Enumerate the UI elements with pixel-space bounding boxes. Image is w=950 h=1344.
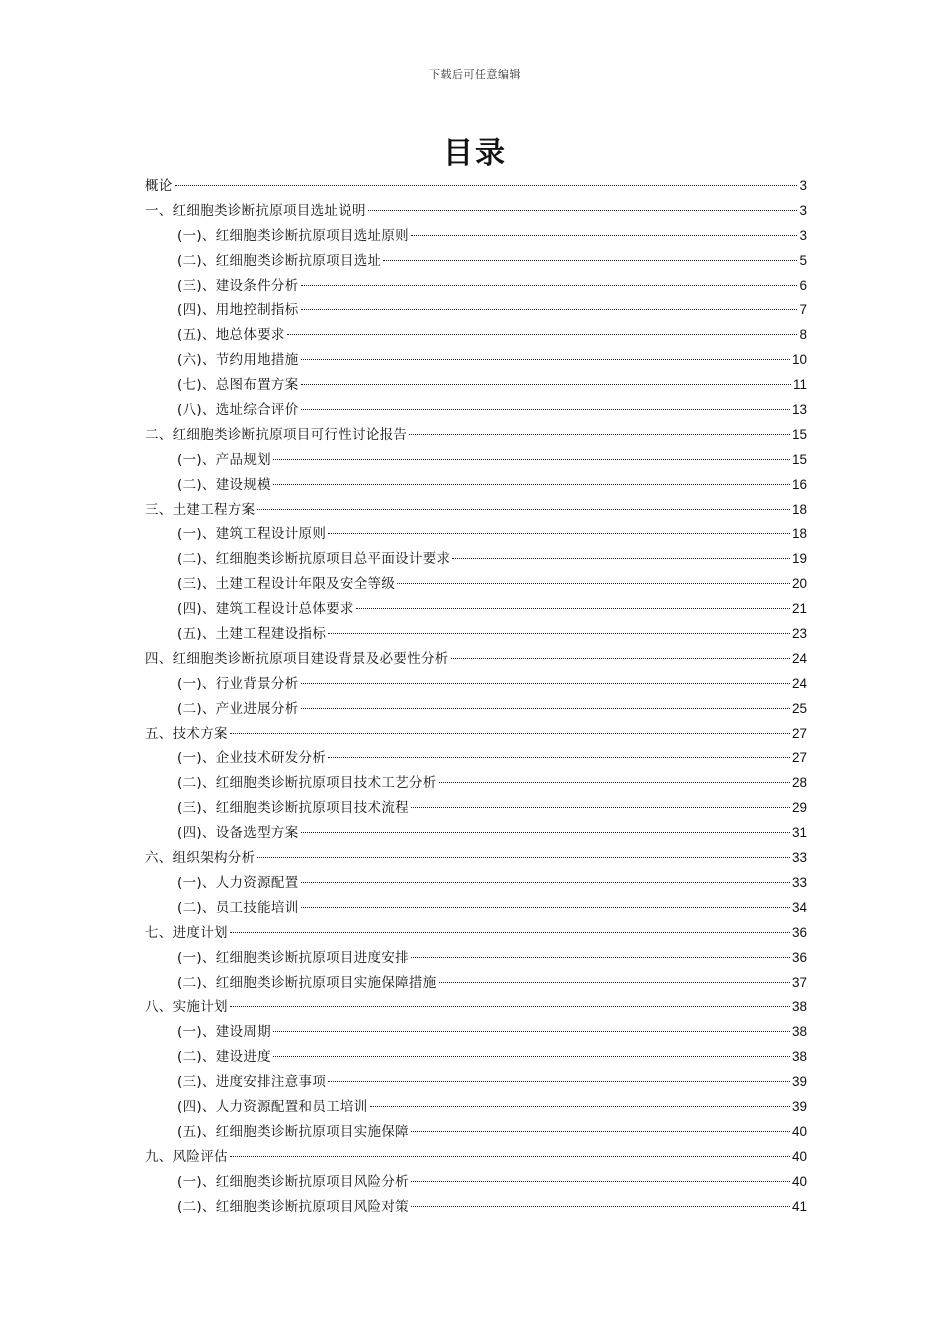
toc-subentry[interactable] (145, 398, 807, 423)
toc-entry-label: 七、进度计划 (145, 924, 228, 941)
toc-page-number: 38 (791, 999, 807, 1015)
toc-entry[interactable] (145, 921, 807, 946)
toc-dot-leader (451, 658, 790, 659)
toc-subentry[interactable] (145, 224, 807, 249)
toc-entry-label: (四)、人力资源配置和员工培训 (177, 1098, 368, 1115)
toc-entry-label: (一)、红细胞类诊断抗原项目进度安排 (177, 949, 409, 966)
toc-subentry[interactable] (145, 672, 807, 697)
toc-subentry[interactable] (145, 323, 807, 348)
toc-page-number: 27 (791, 725, 807, 741)
toc-subentry[interactable] (145, 622, 807, 647)
toc-page-number: 29 (791, 800, 807, 816)
toc-page-number: 11 (792, 377, 807, 393)
toc-dot-leader (356, 608, 790, 609)
toc-entry-label: (五)、地总体要求 (177, 327, 285, 344)
toc-page-number: 23 (791, 626, 807, 642)
toc-dot-leader (301, 359, 790, 360)
toc-dot-leader (411, 1206, 790, 1207)
toc-dot-leader (409, 434, 790, 435)
toc-page-number: 10 (791, 352, 807, 368)
toc-subentry[interactable] (145, 373, 807, 398)
toc-entry-label: (一)、红细胞类诊断抗原项目风险分析 (177, 1173, 409, 1190)
toc-entry[interactable] (145, 995, 807, 1020)
toc-entry-label: (二)、红细胞类诊断抗原项目实施保障措施 (177, 974, 437, 991)
toc-entry-label: 三、土建工程方案 (145, 501, 256, 518)
toc-dot-leader (328, 1081, 790, 1082)
toc-entry-label: 九、风险评估 (145, 1148, 228, 1165)
toc-subentry[interactable] (145, 896, 807, 921)
toc-page-number: 33 (791, 874, 807, 890)
toc-page-number: 28 (791, 775, 807, 791)
toc-dot-leader (411, 957, 790, 958)
toc-dot-leader (368, 210, 798, 211)
toc-entry-label: (五)、土建工程建设指标 (177, 626, 327, 643)
toc-subentry[interactable] (145, 796, 807, 821)
toc-entry-label: (二)、产业进展分析 (177, 700, 299, 717)
toc-subentry[interactable] (145, 746, 807, 771)
toc-dot-leader (301, 708, 790, 709)
toc-page-number: 37 (791, 974, 807, 990)
toc-page-number: 39 (791, 1098, 807, 1114)
toc-entry[interactable] (145, 1145, 807, 1170)
toc-entry-label: (二)、红细胞类诊断抗原项目总平面设计要求 (177, 551, 451, 568)
toc-entry-label: 六、组织架构分析 (145, 850, 256, 867)
toc-subentry[interactable] (145, 1095, 807, 1120)
toc-dot-leader (301, 384, 791, 385)
toc-dot-leader (301, 882, 790, 883)
toc-entry-label: (一)、建筑工程设计原则 (177, 526, 327, 543)
toc-entry-label: (六)、节约用地措施 (177, 352, 299, 369)
toc-entry-label: (一)、红细胞类诊断抗原项目选址原则 (177, 227, 409, 244)
toc-page-number: 20 (791, 576, 807, 592)
toc-page-number: 18 (791, 501, 807, 517)
toc-subentry[interactable] (145, 448, 807, 473)
toc-entry[interactable] (145, 846, 807, 871)
toc-dot-leader (328, 757, 790, 758)
toc-subentry[interactable] (145, 821, 807, 846)
toc-subentry[interactable] (145, 971, 807, 996)
toc-subentry[interactable] (145, 249, 807, 274)
toc-page-number: 24 (791, 675, 807, 691)
toc-entry-label: (七)、总图布置方案 (177, 377, 299, 394)
toc-subentry[interactable] (145, 298, 807, 323)
toc-entry-label: (四)、建筑工程设计总体要求 (177, 601, 354, 618)
toc-page-number: 15 (791, 426, 807, 442)
toc-page-number: 27 (791, 750, 807, 766)
toc-subentry[interactable] (145, 572, 807, 597)
toc-page-number: 40 (791, 1123, 807, 1139)
toc-dot-leader (301, 907, 790, 908)
toc-entry-label: (一)、建设周期 (177, 1024, 271, 1041)
toc-subentry[interactable] (145, 1020, 807, 1045)
toc-dot-leader (273, 459, 790, 460)
toc-dot-leader (452, 558, 790, 559)
toc-dot-leader (301, 309, 798, 310)
header-note: 下载后可任意编辑 (429, 68, 521, 81)
toc-subentry[interactable] (145, 946, 807, 971)
toc-page-number: 36 (791, 949, 807, 965)
toc-page-number: 7 (799, 302, 807, 318)
toc-entry-label: 一、红细胞类诊断抗原项目选址说明 (145, 202, 366, 219)
toc-entry-label: (八)、选址综合评价 (177, 402, 299, 419)
toc-page-number: 5 (799, 252, 807, 268)
toc-page-number: 8 (799, 327, 807, 343)
toc-page-number: 31 (791, 825, 807, 841)
toc-dot-leader (383, 260, 797, 261)
toc-entry-label: 五、技术方案 (145, 725, 228, 742)
toc-dot-leader (397, 583, 790, 584)
toc-dot-leader (230, 1006, 790, 1007)
toc-dot-leader (370, 1106, 790, 1107)
toc-entry-label: (二)、红细胞类诊断抗原项目技术工艺分析 (177, 775, 437, 792)
toc-page-number: 16 (791, 476, 807, 492)
toc-dot-leader (230, 1156, 790, 1157)
toc-entry-label: (三)、进度安排注意事项 (177, 1074, 327, 1091)
toc-entry[interactable] (145, 174, 807, 199)
toc-page-number: 3 (799, 178, 807, 193)
toc-subentry[interactable] (145, 473, 807, 498)
toc-entry-label: 概论 (145, 178, 173, 194)
toc-dot-leader (230, 932, 790, 933)
toc-page-number: 36 (791, 924, 807, 940)
toc-page-number: 3 (799, 202, 807, 218)
toc-dot-leader (273, 484, 790, 485)
toc-subentry[interactable] (145, 522, 807, 547)
toc-dot-leader (411, 1181, 790, 1182)
toc-entry-label: 四、红细胞类诊断抗原项目建设背景及必要性分析 (145, 650, 449, 667)
toc-subentry[interactable] (145, 697, 807, 722)
toc-dot-leader (273, 1031, 790, 1032)
toc-entry-label: (一)、产品规划 (177, 451, 271, 468)
toc-subentry[interactable] (145, 1045, 807, 1070)
toc-subentry[interactable] (145, 1195, 807, 1220)
toc-dot-leader (411, 235, 798, 236)
toc-subentry[interactable] (145, 771, 807, 796)
toc-entry-label: (二)、员工技能培训 (177, 899, 299, 916)
table-of-contents (145, 174, 807, 1219)
toc-page-number: 40 (791, 1148, 807, 1164)
toc-entry-label: (二)、建设规模 (177, 476, 271, 493)
toc-subentry[interactable] (145, 1170, 807, 1195)
toc-page-number: 24 (791, 650, 807, 666)
toc-entry-label: (一)、企业技术研发分析 (177, 750, 327, 767)
toc-entry-label: (二)、建设进度 (177, 1049, 271, 1066)
toc-subentry[interactable] (145, 274, 807, 299)
toc-subentry[interactable] (145, 1120, 807, 1145)
toc-dot-leader (175, 185, 798, 186)
toc-page-number: 15 (791, 451, 807, 467)
toc-page-number: 38 (791, 1024, 807, 1040)
toc-page-number: 21 (791, 601, 807, 617)
toc-entry-label: (四)、设备选型方案 (177, 825, 299, 842)
toc-page-number: 34 (791, 899, 807, 915)
toc-subentry[interactable] (145, 1070, 807, 1095)
toc-page-number: 13 (791, 402, 807, 418)
toc-entry-label: (三)、土建工程设计年限及安全等级 (177, 576, 396, 593)
toc-entry-label: 八、实施计划 (145, 999, 228, 1016)
toc-page-number: 19 (791, 551, 807, 567)
toc-dot-leader (301, 832, 790, 833)
toc-page-number: 33 (791, 850, 807, 866)
toc-dot-leader (439, 782, 790, 783)
toc-entry[interactable] (145, 498, 807, 523)
toc-dot-leader (411, 1131, 790, 1132)
toc-page-number: 41 (791, 1198, 807, 1214)
toc-entry-label: (五)、红细胞类诊断抗原项目实施保障 (177, 1123, 409, 1140)
toc-title: 目录 (443, 136, 507, 171)
toc-dot-leader (301, 409, 790, 410)
toc-dot-leader (301, 683, 790, 684)
toc-entry-label: (三)、红细胞类诊断抗原项目技术流程 (177, 800, 409, 817)
toc-page-number: 39 (791, 1074, 807, 1090)
toc-page-number: 18 (791, 526, 807, 542)
toc-entry[interactable] (145, 423, 807, 448)
toc-entry-label: (四)、用地控制指标 (177, 302, 299, 319)
toc-dot-leader (328, 533, 790, 534)
toc-page-number: 3 (799, 227, 807, 243)
toc-dot-leader (328, 633, 790, 634)
toc-page-number: 40 (791, 1173, 807, 1189)
toc-entry[interactable] (145, 199, 807, 224)
toc-entry-label: (一)、行业背景分析 (177, 675, 299, 692)
toc-dot-leader (301, 285, 798, 286)
toc-entry[interactable] (145, 647, 807, 672)
toc-dot-leader (411, 807, 790, 808)
toc-entry-label: (三)、建设条件分析 (177, 277, 299, 294)
toc-dot-leader (257, 509, 790, 510)
toc-subentry[interactable] (145, 348, 807, 373)
toc-entry-label: (二)、红细胞类诊断抗原项目选址 (177, 252, 382, 269)
toc-entry[interactable] (145, 722, 807, 747)
toc-subentry[interactable] (145, 597, 807, 622)
toc-entry-label: 二、红细胞类诊断抗原项目可行性讨论报告 (145, 426, 408, 443)
toc-dot-leader (257, 857, 790, 858)
toc-subentry[interactable] (145, 547, 807, 572)
toc-dot-leader (273, 1056, 790, 1057)
toc-dot-leader (230, 733, 790, 734)
toc-dot-leader (439, 982, 790, 983)
toc-subentry[interactable] (145, 871, 807, 896)
toc-page-number: 6 (799, 277, 807, 293)
toc-page-number: 38 (791, 1049, 807, 1065)
toc-page-number: 25 (791, 700, 807, 716)
toc-entry-label: (二)、红细胞类诊断抗原项目风险对策 (177, 1198, 409, 1215)
toc-dot-leader (287, 334, 798, 335)
toc-entry-label: (一)、人力资源配置 (177, 874, 299, 891)
